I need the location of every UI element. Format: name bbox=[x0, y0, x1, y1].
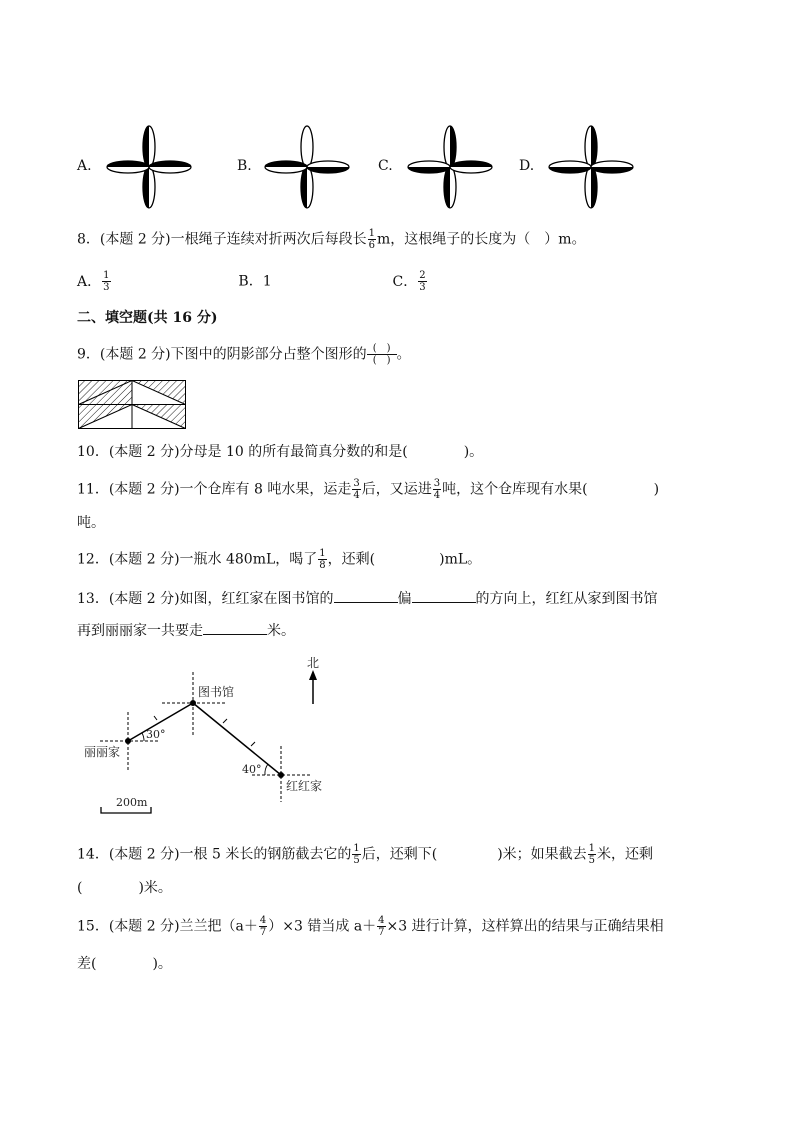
answer-blank[interactable] bbox=[412, 588, 476, 603]
question-14-line2: ( )米。 bbox=[77, 880, 172, 896]
flower-b-figure bbox=[262, 122, 352, 212]
option-b[interactable]: B．1 bbox=[238, 273, 272, 290]
question-11-line2: 吨。 bbox=[77, 515, 105, 531]
question-8: 8．(本题 2 分)一根绳子连续对折两次后每段长 $\frac{1}{6}$ m，这根绳子的长度为（ ）m。 bbox=[77, 228, 586, 251]
flower-a-figure bbox=[104, 122, 194, 212]
option-c[interactable]: C． $\frac{2}{3}$ bbox=[392, 270, 426, 293]
north-label: 北 bbox=[307, 656, 320, 670]
option-a-label[interactable]: A. bbox=[77, 158, 92, 174]
fraction: $\frac{1}{6}$ bbox=[368, 228, 376, 251]
option-d-label[interactable]: D. bbox=[519, 158, 535, 174]
answer-blank-fraction[interactable]: $\frac{( )}{( )}$ bbox=[367, 343, 397, 366]
answer-blank[interactable] bbox=[334, 588, 398, 603]
direction-map-diagram bbox=[80, 650, 340, 820]
question-11: 11．(本题 2 分)一个仓库有 8 吨水果，运走 $\frac{3}{4}$ 后，又运进 $\frac{3}{4}$ 吨，这个仓库现有水果( ) bbox=[77, 478, 660, 501]
angle-40-label: 40° bbox=[242, 763, 262, 776]
honghong-home-label: 红红家 bbox=[286, 779, 323, 793]
option-a[interactable]: A． $\frac{1}{3}$ bbox=[77, 270, 110, 293]
option-b-label[interactable]: B. bbox=[237, 158, 252, 174]
question-15: 15．(本题 2 分)兰兰把（a＋ $\frac{4}{7}$ ）×3 错当成 a＋ $\frac{4}{7}$ ×3 进行计算，这样算出的结果与正确结果相 bbox=[77, 915, 664, 938]
question-13-line2: 再到丽丽家一共要走 米。 bbox=[77, 620, 295, 641]
question-12: 12．(本题 2 分)一瓶水 480mL，喝了 $\frac{1}{8}$ ，还剩( )mL。 bbox=[77, 548, 482, 571]
flower-c-figure bbox=[405, 122, 495, 212]
question-13: 13．(本题 2 分)如图，红红家在图书馆的 偏 的方向上，红红从家到图书馆 bbox=[77, 588, 658, 609]
question-15-line2: 差( )。 bbox=[77, 956, 172, 972]
scale-label: 200m bbox=[116, 796, 148, 809]
angle-30-label: 30° bbox=[146, 728, 166, 741]
answer-blank[interactable] bbox=[203, 620, 267, 635]
question-8-options bbox=[77, 270, 428, 293]
question-10: 10．(本题 2 分)分母是 10 的所有最简真分数的和是( )。 bbox=[77, 444, 484, 460]
shaded-rectangle-figure bbox=[78, 380, 186, 430]
question-14: 14．(本题 2 分)一根 5 米长的钢筋截去它的 $\frac{1}{5}$ 后，还剩下( )米；如果截去 $\frac{1}{5}$ 米，还剩 bbox=[77, 843, 654, 866]
section-title: 二、填空题(共 16 分) bbox=[77, 310, 218, 326]
question-9: 9．(本题 2 分)下图中的阴影部分占整个图形的 $\frac{( )}{( )}$。 bbox=[77, 343, 411, 366]
option-c-label[interactable]: C. bbox=[378, 158, 393, 174]
lili-home-label: 丽丽家 bbox=[84, 745, 121, 759]
library-label: 图书馆 bbox=[198, 685, 235, 699]
flower-d-figure bbox=[546, 122, 636, 212]
